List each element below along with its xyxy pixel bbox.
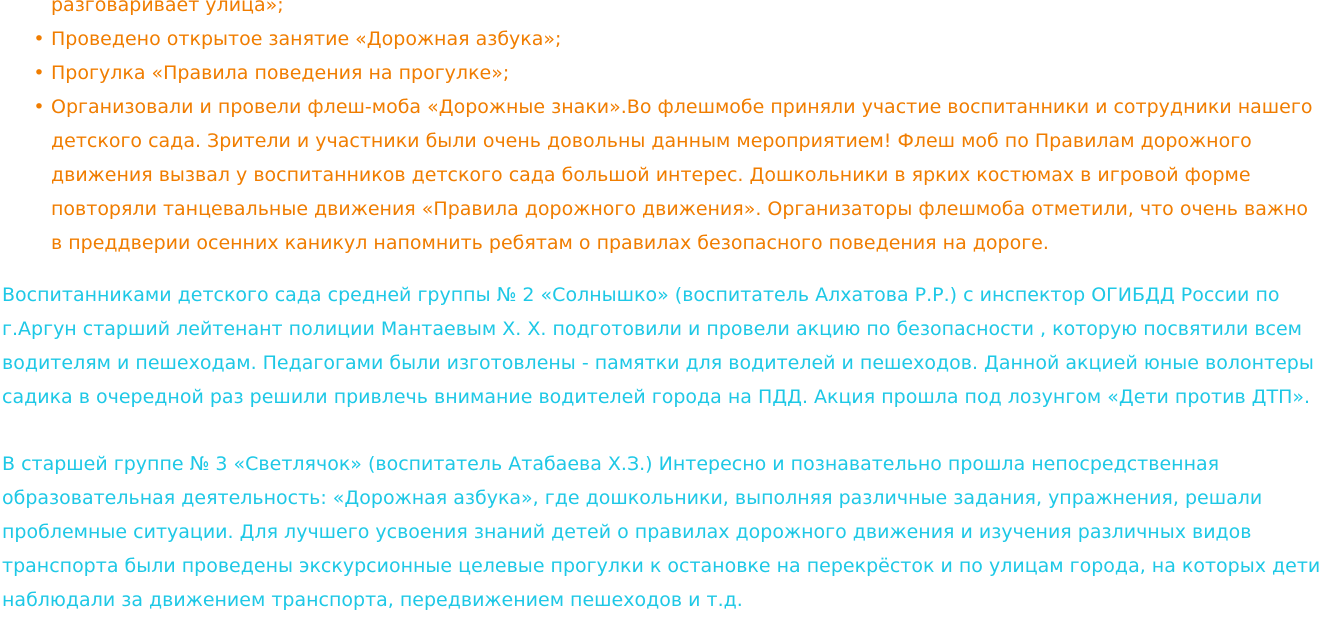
bullet-dot-icon: • bbox=[33, 28, 45, 50]
bullet-dot-icon: • bbox=[33, 62, 45, 84]
list-item-text: Проведено открытое занятие «Дорожная азбука»; bbox=[51, 28, 562, 50]
list-item bbox=[0, 22, 1328, 56]
paragraph-group-2: Воспитанниками детского сада средней группы № 2 «Солнышко» (воспитатель Алхатова Р.Р.) с инспектор ОГИБДД России по г.Аргун старший лейтенант полиции Мантаевым Х. Х. подготовили и провели акцию по безопасности , которую посвятили всем водителям и пешеходам. Педагогами были изготовлены - памятки для водителей и пешеходов. Данной акцией юные волонтеры садика в очередной раз решили привлечь внимание водителей города на ПДД. Акция прошла под лозунгом «Дети против ДТП». bbox=[2, 284, 1314, 408]
list-item-text: Прогулка «Правила поведения на прогулке»; bbox=[51, 62, 510, 84]
paragraph-group-3: В старшей группе № 3 «Светлячок» (воспитатель Атабаева Х.З.) Интересно и познавательно прошла непосредственная образовательная деятельность: «Дорожная азбука», где дошкольники, выполняя различные задания, упражнения, решали проблемные ситуации. Для лучшего усвоения знаний детей о правилах дорожного движения и изучения различных видов транспорта были проведены экскурсионные целевые прогулки к остановке на перекрёсток и по улицам города, на которых дети наблюдали за движением транспорта, передвижением пешеходов и т.д. bbox=[2, 453, 1321, 611]
list-item-text: Организовали и провели флеш-моба «Дорожные знаки».Во флешмобе приняли участие воспитанники и сотрудники нашего детского сада. Зрители и участники были очень довольны данным мероприятием! Флеш моб по Правилам дорожного движения вызвал у воспитанников детского сада большой интерес. Дошкольники в ярких костюмах в игровой форме повторяли танцевальные движения «Правила дорожного движения». Организаторы флешмоба отметили, что очень важно в преддверии осенних каникул напомнить ребятам о правилах безопасного поведения на дороге. bbox=[51, 96, 1313, 254]
list-item bbox=[0, 56, 1328, 90]
event-bullet-list bbox=[0, 0, 1328, 260]
list-item-continuation bbox=[0, 0, 1328, 22]
list-item-text: разговаривает улица»; bbox=[51, 0, 284, 16]
list-item bbox=[0, 90, 1328, 260]
bullet-dot-icon: • bbox=[33, 96, 45, 118]
